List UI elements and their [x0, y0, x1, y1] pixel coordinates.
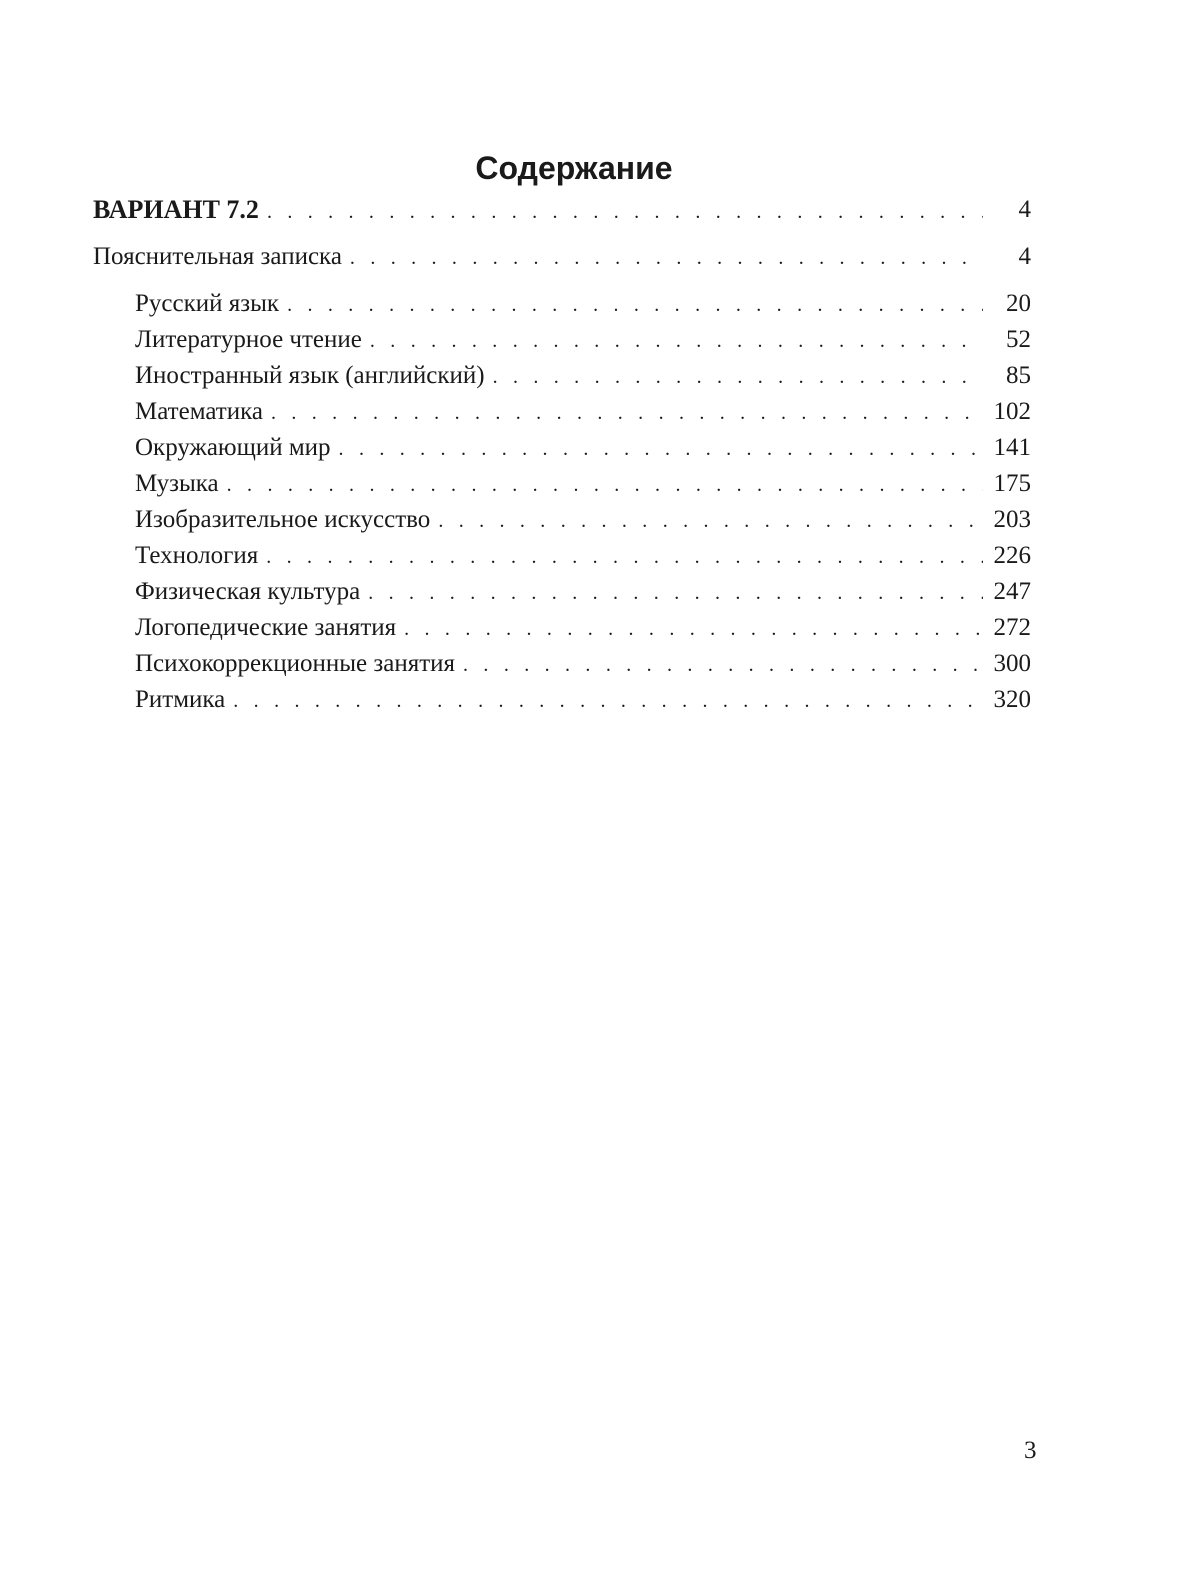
toc-entry-page: 203: [993, 506, 1031, 533]
table-of-contents: [93, 192, 1031, 718]
toc-entry-page: 247: [993, 578, 1031, 605]
dot-leader: [368, 575, 983, 611]
toc-entry-explanatory-note[interactable]: [93, 239, 1031, 275]
dot-leader: [493, 359, 983, 395]
toc-entry-speech-therapy[interactable]: [93, 610, 1031, 646]
toc-entry-label: Физическая культура: [135, 578, 361, 605]
toc-entry-page: 272: [993, 614, 1031, 641]
toc-entry-foreign-language[interactable]: [93, 358, 1031, 394]
dot-leader: [339, 431, 983, 467]
dot-leader: [227, 467, 983, 503]
toc-entry-label: Логопедические занятия: [135, 614, 397, 641]
toc-entry-page: 320: [993, 686, 1031, 713]
toc-title: Содержание: [475, 150, 673, 186]
toc-entry-technology[interactable]: [93, 538, 1031, 574]
toc-entry-page: 85: [1006, 362, 1031, 389]
dot-leader: [267, 194, 983, 230]
toc-entry-page: 226: [993, 542, 1031, 569]
toc-entry-rhythmics[interactable]: [93, 682, 1031, 718]
dot-leader: [438, 503, 983, 539]
toc-entry-music[interactable]: [93, 466, 1031, 502]
dot-leader: [287, 287, 983, 323]
dot-leader: [370, 323, 983, 359]
toc-entry-label: Ритмика: [135, 686, 226, 713]
toc-entry-page: 141: [993, 434, 1031, 461]
dot-leader: [271, 395, 983, 431]
toc-entry-russian[interactable]: [93, 286, 1031, 322]
toc-entry-page: 52: [1006, 326, 1031, 353]
dot-leader: [350, 240, 983, 276]
toc-entry-label: Технология: [135, 542, 259, 569]
page-number: 3: [1024, 1437, 1037, 1464]
toc-entry-label: Психокоррекционные занятия: [135, 650, 456, 677]
toc-entry-page: 175: [993, 470, 1031, 497]
toc-entry-page: 20: [1006, 290, 1031, 317]
toc-entry-page: 4: [1018, 243, 1031, 270]
dot-leader: [233, 683, 983, 719]
toc-entry-page: 102: [993, 398, 1031, 425]
toc-entry-label: Русский язык: [135, 290, 280, 317]
toc-entry-literary-reading[interactable]: [93, 322, 1031, 358]
toc-entry-label: Литературное чтение: [135, 326, 362, 353]
toc-entry-label: Окружающий мир: [135, 434, 331, 461]
toc-entry-psychocorrection[interactable]: [93, 646, 1031, 682]
toc-entry-label: Математика: [135, 398, 263, 425]
toc-entry-variant[interactable]: [93, 192, 1031, 228]
toc-entry-physical-culture[interactable]: [93, 574, 1031, 610]
dot-leader: [266, 539, 983, 575]
toc-entry-label: Музыка: [135, 470, 219, 497]
toc-entry-mathematics[interactable]: [93, 394, 1031, 430]
toc-entry-label: Пояснительная записка: [93, 243, 342, 270]
dot-leader: [463, 647, 983, 683]
toc-entry-world-around[interactable]: [93, 430, 1031, 466]
toc-entry-label: ВАРИАНТ 7.2: [93, 195, 259, 224]
toc-entry-label: Иностранный язык (английский): [135, 362, 485, 389]
toc-entry-page: 4: [1018, 196, 1031, 223]
toc-entry-fine-arts[interactable]: [93, 502, 1031, 538]
toc-entry-label: Изобразительное искусство: [135, 506, 431, 533]
toc-entry-page: 300: [993, 650, 1031, 677]
dot-leader: [404, 611, 983, 647]
